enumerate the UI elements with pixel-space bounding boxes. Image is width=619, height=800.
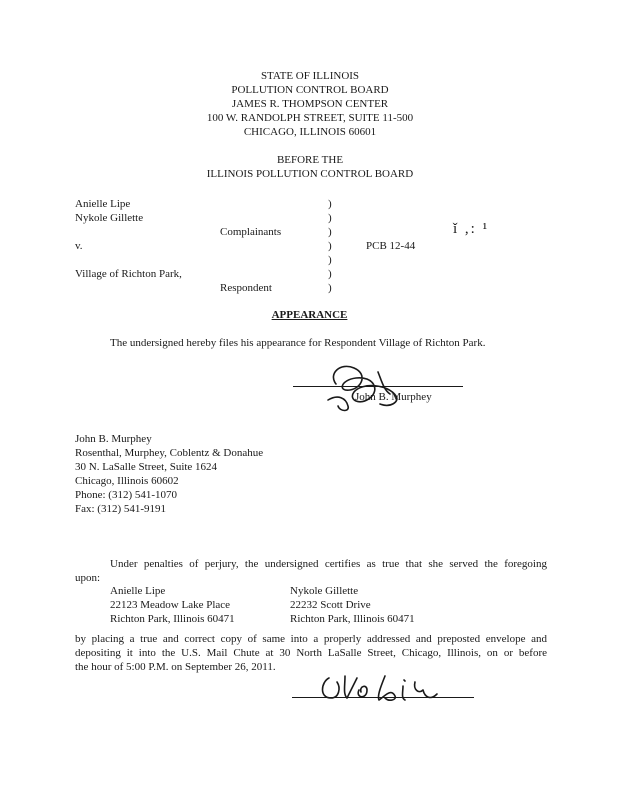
caption-paren: ) [328,254,332,266]
service-intro: Under penalties of perjury, the undersigned certifies as true that she served the foregoing [110,558,547,570]
attorney-signature [318,354,418,416]
service-upon: upon: [75,572,101,584]
attorney-street: 30 N. LaSalle Street, Suite 1624 [75,461,218,473]
attorney-name: John B. Murphey [75,433,152,445]
recipient-1-name: Anielle Lipe [110,585,166,597]
respondent-label: Respondent [220,282,272,294]
attorney-city: Chicago, Illinois 60602 [75,475,179,487]
before-the: BEFORE THE [276,154,344,166]
caption-paren: ) [328,282,332,294]
header-city: CHICAGO, ILLINOIS 60601 [243,126,377,138]
recipient-2-street: 22232 Scott Drive [290,599,371,611]
header-state: STATE OF ILLINOIS [260,70,360,82]
server-signature [315,668,445,708]
caption-paren: ) [328,240,332,252]
service-body-2: depositing it into the U.S. Mail Chute at 30 North LaSalle Street, Chicago, Illinois, on or before [75,647,547,659]
attorney-firm: Rosenthal, Murphey, Coblentz & Donahue [75,447,264,459]
caption-paren: ) [328,226,332,238]
appearance-title: APPEARANCE [271,309,348,321]
attorney-fax: Fax: (312) 541-9191 [75,503,167,515]
recipient-2-city: Richton Park, Illinois 60471 [290,613,415,625]
recipient-1-street: 22123 Meadow Lake Place [110,599,231,611]
service-body-3: the hour of 5:00 P.M. on September 26, 2011. [75,661,276,673]
header-center: JAMES R. THOMPSON CENTER [231,98,389,110]
attorney-phone: Phone: (312) 541-1070 [75,489,178,501]
caption-paren: ) [328,268,332,280]
case-number: PCB 12-44 [366,240,416,252]
before-board: ILLINOIS POLLUTION CONTROL BOARD [206,168,414,180]
stray-mark: ǐ ,: ¹ [453,221,490,237]
header-board: POLLUTION CONTROL BOARD [231,84,389,96]
versus: v. [75,240,83,252]
complainant-1: Anielle Lipe [75,198,131,210]
signer-label: John B. Murphey [355,391,432,403]
recipient-2-name: Nykole Gillette [290,585,359,597]
respondent-name: Village of Richton Park, [75,268,182,280]
complainants-label: Complainants [220,226,282,238]
caption-paren: ) [328,212,332,224]
caption-paren: ) [328,198,332,210]
complainant-2: Nykole Gillette [75,212,144,224]
service-body-1: by placing a true and correct copy of same into a properly addressed and preposted envelope and [75,633,547,645]
appearance-statement: The undersigned hereby files his appearance for Respondent Village of Richton Park. [110,337,486,349]
recipient-1-city: Richton Park, Illinois 60471 [110,613,235,625]
header-street: 100 W. RANDOLPH STREET, SUITE 11-500 [206,112,414,124]
